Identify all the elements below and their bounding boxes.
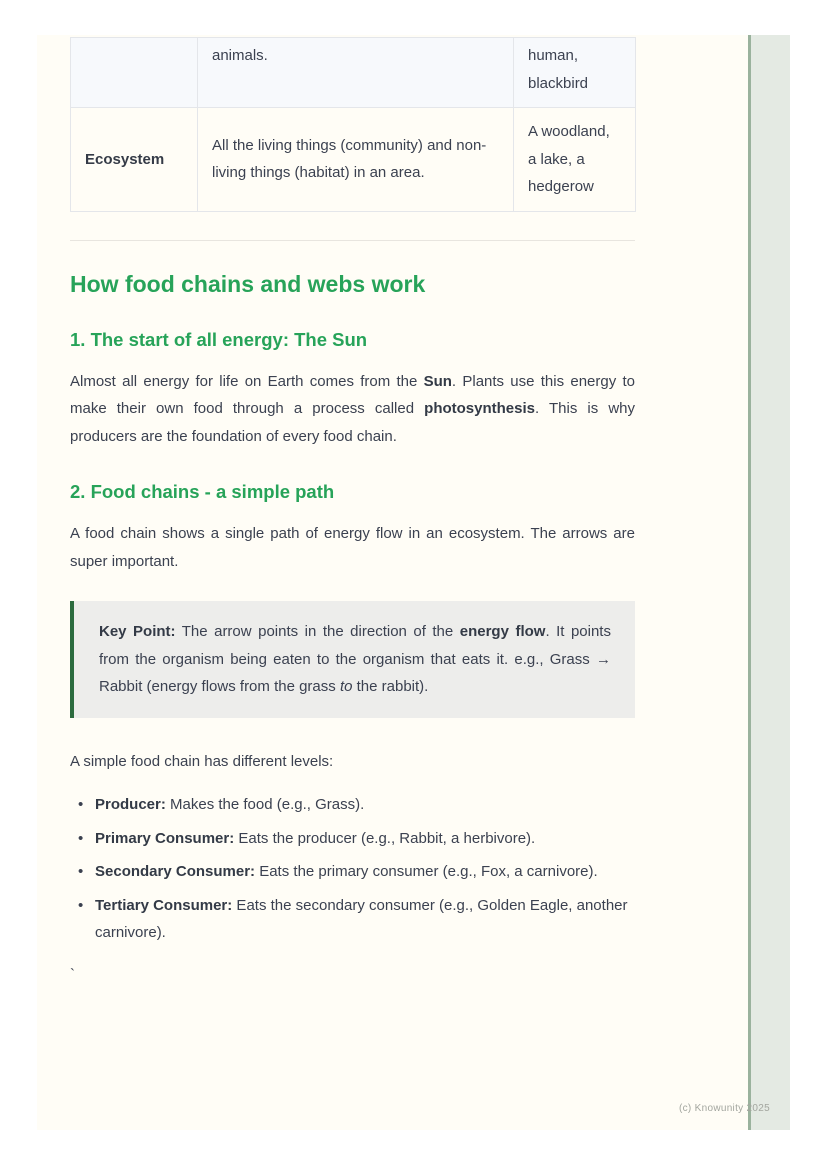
table-cell-term: Ecosystem bbox=[71, 108, 198, 212]
keypoint-label: Key Point: bbox=[99, 623, 176, 640]
paragraph-food-chain: A food chain shows a single path of energy flow in an ecosystem. The arrows are super important. bbox=[70, 525, 635, 570]
italic-to: to bbox=[339, 678, 353, 695]
text-run: the rabbit). bbox=[352, 678, 429, 695]
text-run: The arrow points in the direction of the bbox=[175, 623, 460, 640]
table-row-ecosystem bbox=[71, 108, 636, 212]
section-divider bbox=[70, 240, 635, 241]
heading-food-chains: 2. Food chains - a simple path bbox=[70, 481, 335, 502]
text-run: . It points from the organism being eaten to the organism that eats it. e.g., Grass → Rabbit (energy flows from the grass bbox=[99, 623, 611, 695]
heading-sun-energy: 1. The start of all energy: The Sun bbox=[70, 328, 368, 350]
list-item-text bbox=[95, 892, 635, 947]
list-item-secondary-consumer bbox=[70, 858, 635, 886]
bold-photosynthesis: photosynthesis bbox=[424, 400, 536, 417]
page-title: How food chains and webs work bbox=[70, 270, 426, 297]
list-item-text bbox=[95, 825, 635, 853]
list-item-text bbox=[95, 858, 635, 886]
table-cell-definition: All the living things (community) and non-living things (habitat) in an area. bbox=[198, 108, 514, 212]
text-run: Eats the primary consumer (e.g., Fox, a carnivore). bbox=[255, 863, 598, 880]
copyright-watermark: (c) Knowunity 2025 bbox=[678, 1103, 770, 1114]
table-cell-example: A woodland, a lake, a hedgerow bbox=[514, 108, 636, 212]
page-edge-green-bar bbox=[748, 35, 790, 1130]
text-run: Almost all energy for life on Earth comes from the bbox=[70, 372, 424, 390]
food-chain-levels-list bbox=[70, 791, 635, 947]
page-content bbox=[70, 35, 635, 988]
bold-sun: Sun bbox=[423, 372, 452, 390]
bullet-label: Secondary Consumer: bbox=[95, 863, 256, 880]
table-cell-term bbox=[71, 38, 198, 108]
bullet-marker: • bbox=[78, 796, 84, 813]
text-run: Eats the secondary consumer (e.g., Golden Eagle, another carnivore). bbox=[95, 896, 628, 941]
bullet-label: Producer: bbox=[95, 796, 166, 813]
stray-backtick: ` bbox=[70, 965, 75, 983]
list-item-primary-consumer bbox=[70, 825, 635, 853]
table-row-partial bbox=[71, 38, 636, 108]
document-page bbox=[37, 35, 790, 1130]
keypoint-callout bbox=[70, 601, 635, 718]
bullet-marker: • bbox=[78, 896, 84, 914]
bold-energy-flow: energy flow bbox=[459, 623, 546, 640]
bullet-label: Primary Consumer: bbox=[95, 829, 235, 847]
paragraph-levels-intro: A simple food chain has different levels: bbox=[70, 752, 334, 770]
text-run: Makes the food (e.g., Grass). bbox=[165, 796, 365, 813]
table-cell-example: human, blackbird bbox=[514, 38, 636, 108]
list-item-producer bbox=[70, 791, 635, 819]
text-run: Eats the producer (e.g., Rabbit, a herbivore). bbox=[234, 829, 536, 847]
list-item-text bbox=[95, 791, 635, 819]
list-item-tertiary-consumer bbox=[70, 892, 635, 947]
paragraph-sun-energy bbox=[70, 368, 635, 451]
bullet-label: Tertiary Consumer: bbox=[95, 896, 233, 914]
bullet-marker: • bbox=[78, 863, 84, 880]
text-run: . Plants use this energy to make their own food through a process called bbox=[70, 372, 635, 417]
bullet-marker: • bbox=[78, 829, 84, 847]
text-run: . This is why producers are the foundation of every food chain. bbox=[70, 400, 635, 445]
definitions-table bbox=[70, 37, 636, 212]
table-cell-definition: animals. bbox=[198, 38, 514, 108]
